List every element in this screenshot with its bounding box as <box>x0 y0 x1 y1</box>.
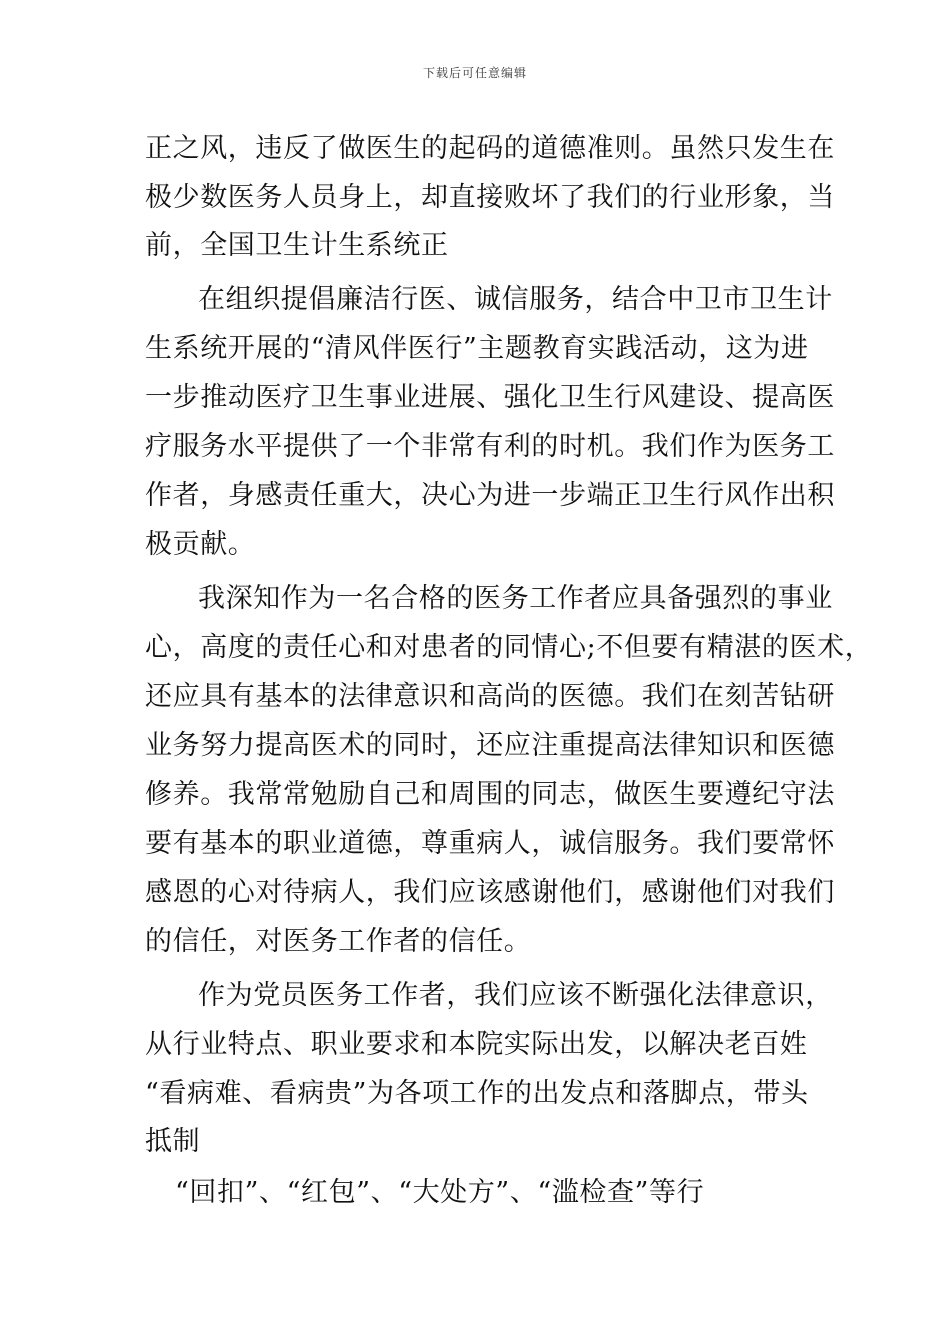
page-header: 下载后可任意编辑 <box>422 66 527 80</box>
text-line: 还应具有基本的法律意识和高尚的医德。我们在刻苦钻研 <box>145 681 835 712</box>
text-line: 正之风，违反了做医生的起码的道德准则。虽然只发生在 <box>145 133 835 164</box>
paragraph-start-line: 我深知作为一名合格的医务工作者应具备强烈的事业 <box>198 583 833 614</box>
paragraph-start-line: 在组织提倡廉洁行医、诚信服务，结合中卫市卫生计 <box>198 284 833 315</box>
text-line: 前，全国卫生计生系统正 <box>145 230 449 261</box>
text-line: 极贡献。 <box>145 529 256 560</box>
paragraph-start-line: “回扣”、“红包”、“大处方”、“滥检查”等行 <box>175 1177 705 1208</box>
text-line: 要有基本的职业道德，尊重病人，诚信服务。我们要常怀 <box>145 828 835 859</box>
text-line: 修养。我常常勉励自己和周围的同志，做医生要遵纪守法 <box>145 779 835 810</box>
text-line: 极少数医务人员身上，却直接败坏了我们的行业形象，当 <box>145 182 835 213</box>
text-line: 的信任，对医务工作者的信任。 <box>145 926 532 957</box>
text-line: 业务努力提高医术的同时，还应注重提高法律知识和医德 <box>145 730 835 761</box>
text-line: 心，高度的责任心和对患者的同情心;不但要有精湛的医术， <box>145 632 873 663</box>
text-line: 从行业特点、职业要求和本院实际出发，以解决老百姓 <box>145 1029 808 1060</box>
text-line: 疗服务水平提供了一个非常有利的时机。我们作为医务工 <box>145 431 835 462</box>
text-line: 一步推动医疗卫生事业进展、强化卫生行风建设、提高医 <box>145 382 835 413</box>
paragraph-start-line: 作为党员医务工作者，我们应该不断强化法律意识， <box>198 980 833 1011</box>
text-line: 生系统开展的“清风伴医行”主题教育实践活动，这为进 <box>145 333 809 364</box>
text-line: “看病难、看病贵”为各项工作的出发点和落脚点，带头 <box>145 1078 809 1109</box>
text-line: 感恩的心对待病人，我们应该感谢他们，感谢他们对我们 <box>145 877 835 908</box>
text-line: 抵制 <box>145 1126 201 1157</box>
text-line: 作者，身感责任重大，决心为进一步端正卫生行风作出积 <box>145 480 835 511</box>
